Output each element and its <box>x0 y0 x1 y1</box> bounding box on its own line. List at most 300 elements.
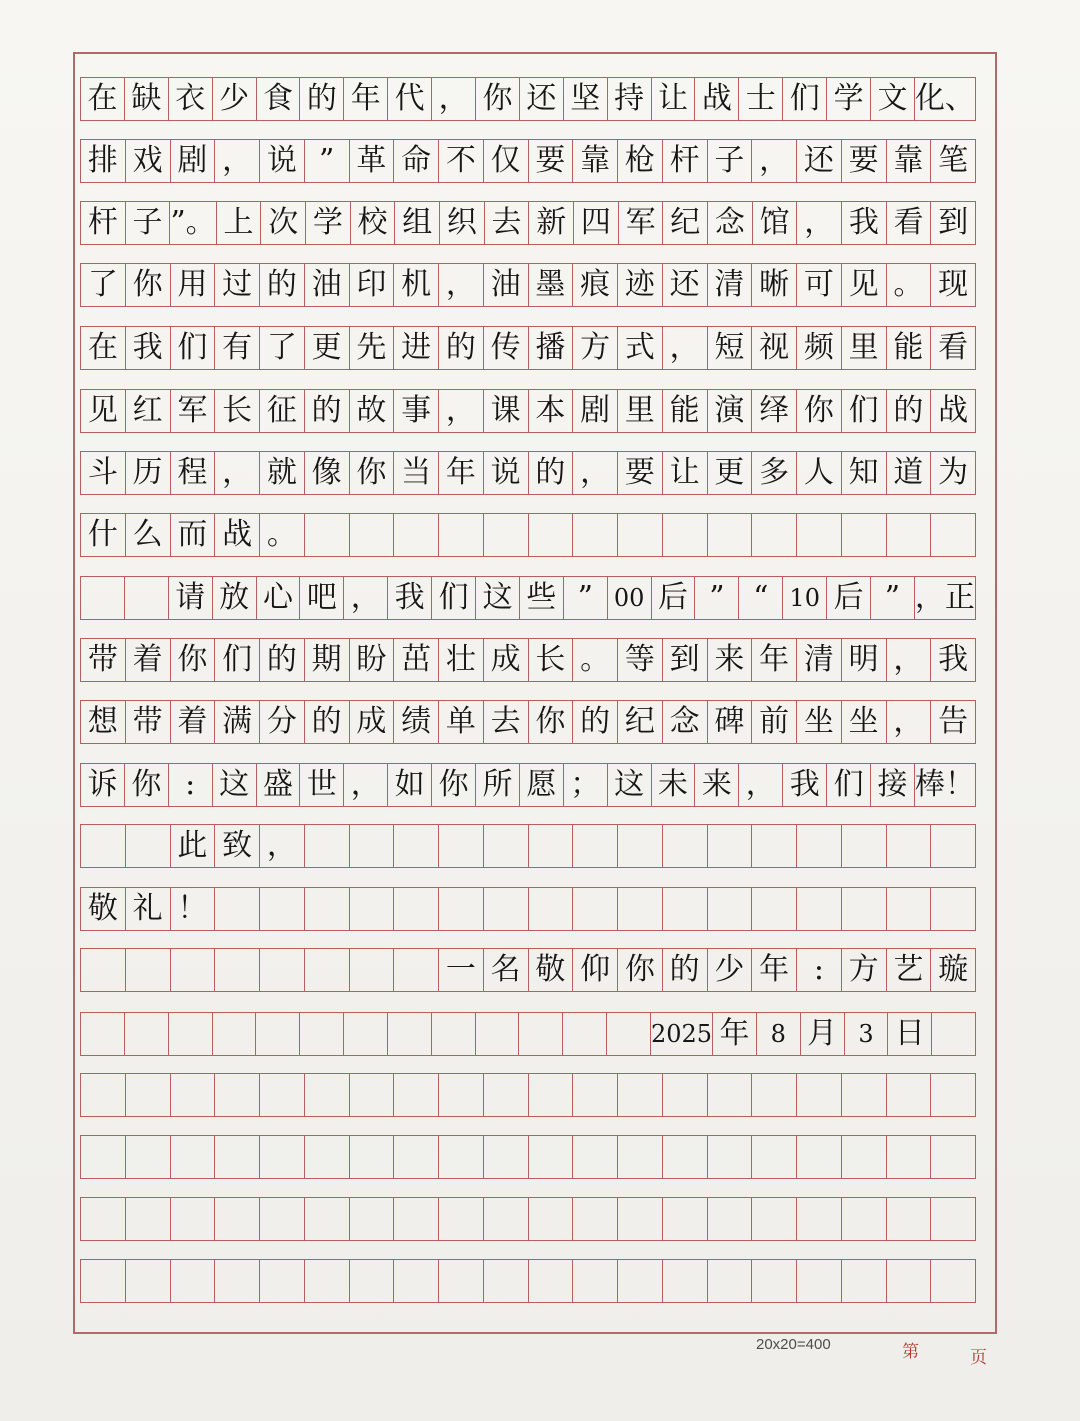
grid-cell <box>797 1260 842 1302</box>
grid-cell <box>432 1013 476 1055</box>
grid-cell: ， <box>260 825 305 867</box>
grid-cell <box>171 949 216 991</box>
grid-cell: 视 <box>752 327 797 369</box>
grid-cell: 痕 <box>573 264 618 306</box>
grid-cell <box>484 888 529 930</box>
grid-cell <box>260 1260 305 1302</box>
grid-cell: 了 <box>260 327 305 369</box>
grid-cell: 频 <box>797 327 842 369</box>
grid-cell: 短 <box>708 327 753 369</box>
grid-cell: 着 <box>126 639 171 681</box>
grid-cell: 枪 <box>618 140 663 182</box>
grid-cell: 在 <box>81 327 126 369</box>
grid-cell: 要 <box>529 140 574 182</box>
grid-row <box>80 1012 976 1056</box>
grid-cell: 2025 <box>651 1013 713 1055</box>
grid-cell: 剧 <box>171 140 216 182</box>
grid-cell <box>169 1013 213 1055</box>
grid-cell: 军 <box>171 390 216 432</box>
grid-cell: 你 <box>529 701 574 743</box>
grid-cell: 学 <box>306 202 351 244</box>
grid-row <box>80 824 976 868</box>
grid-cell: 学 <box>827 78 871 120</box>
grid-cell <box>215 949 260 991</box>
grid-cell: 前 <box>752 701 797 743</box>
grid-cell: 课 <box>484 390 529 432</box>
grid-cell: ，正 <box>914 580 975 615</box>
grid-cell: 印 <box>350 264 395 306</box>
grid-cell <box>842 1198 887 1240</box>
grid-cell <box>529 1260 574 1302</box>
grid-cell: 剧 <box>573 390 618 432</box>
grid-cell <box>125 577 169 619</box>
grid-cell <box>931 1260 975 1302</box>
grid-cell <box>529 1074 574 1116</box>
grid-cell <box>125 1013 169 1055</box>
grid-cell: 分 <box>260 701 305 743</box>
grid-cell <box>305 1260 350 1302</box>
grid-cell: 放 <box>213 577 257 619</box>
grid-cell <box>752 825 797 867</box>
grid-cell: 的 <box>260 639 305 681</box>
grid-row <box>80 201 976 245</box>
grid-cell: 念 <box>663 701 708 743</box>
grid-cell <box>887 514 932 556</box>
grid-cell: 你 <box>618 949 663 991</box>
grid-cell <box>663 1198 708 1240</box>
grid-cell: 单 <box>439 701 484 743</box>
grid-cell: 3 <box>845 1013 889 1055</box>
grid-cell <box>394 949 439 991</box>
grid-cell: 致 <box>215 825 260 867</box>
grid-cell: : <box>797 949 842 991</box>
grid-cell <box>484 1198 529 1240</box>
grid-cell <box>618 1074 663 1116</box>
grid-cell <box>842 825 887 867</box>
grid-cell: 织 <box>440 202 485 244</box>
grid-cell: 清 <box>708 264 753 306</box>
grid-cell <box>752 888 797 930</box>
grid-cell <box>618 1260 663 1302</box>
grid-cell: 能 <box>887 327 932 369</box>
grid-cell <box>213 1013 257 1055</box>
grid-cell <box>573 1136 618 1178</box>
grid-cell <box>394 888 439 930</box>
grid-cell: 00 <box>608 577 652 619</box>
grid-cell: 我 <box>842 202 887 244</box>
grid-cell: 来 <box>695 764 739 806</box>
grid-cell: 到 <box>663 639 708 681</box>
grid-cell: 要 <box>842 140 887 182</box>
grid-cell: 像 <box>305 452 350 494</box>
grid-cell: ， <box>344 577 388 619</box>
grid-cell <box>708 514 753 556</box>
grid-cell <box>573 1198 618 1240</box>
grid-cell <box>439 825 484 867</box>
grid-cell: 想 <box>81 701 126 743</box>
grid-cell <box>260 1198 305 1240</box>
grid-cell: “ <box>739 577 783 619</box>
grid-cell: 去 <box>485 202 530 244</box>
grid-cell: 。 <box>887 264 932 306</box>
grid-cell: 油 <box>484 264 529 306</box>
grid-cell: 绩 <box>394 701 439 743</box>
grid-cell <box>663 1074 708 1116</box>
grid-cell: 还 <box>797 140 842 182</box>
grid-cell: 坚 <box>564 78 608 120</box>
grid-cell: 可 <box>797 264 842 306</box>
grid-cell <box>931 888 975 930</box>
grid-cell: 年 <box>713 1013 757 1055</box>
grid-cell <box>81 1198 126 1240</box>
grid-cell: 历 <box>126 452 171 494</box>
grid-row <box>80 389 976 433</box>
grid-cell: 我 <box>938 642 969 677</box>
grid-cell <box>350 1260 395 1302</box>
grid-cell: 持 <box>608 78 652 120</box>
grid-cell: 请 <box>169 577 213 619</box>
grid-cell <box>81 825 126 867</box>
grid-cell: 我 <box>388 577 432 619</box>
grid-cell: 排 <box>81 140 126 182</box>
grid-cell: 到 <box>938 205 969 240</box>
grid-cell <box>529 514 574 556</box>
grid-cell <box>519 1013 563 1055</box>
grid-cell: 接 <box>871 764 915 806</box>
grid-cell: ， <box>439 390 484 432</box>
grid-cell: 红 <box>126 390 171 432</box>
grid-cell: 日 <box>888 1013 932 1055</box>
grid-cell <box>573 514 618 556</box>
grid-cell: 。 <box>573 639 618 681</box>
grid-cell: 组 <box>395 202 440 244</box>
grid-cell <box>305 949 350 991</box>
grid-cell <box>618 1198 663 1240</box>
grid-cell: 靠 <box>887 140 932 182</box>
grid-cell: 的 <box>573 701 618 743</box>
grid-row <box>80 139 976 183</box>
grid-cell <box>708 1074 753 1116</box>
grid-cell: 这 <box>213 764 257 806</box>
grid-cell <box>573 888 618 930</box>
grid-cell <box>573 1074 618 1116</box>
grid-cell: 们 <box>827 764 871 806</box>
grid-cell: 播 <box>529 327 574 369</box>
grid-cell: 馆 <box>753 202 798 244</box>
grid-cell: 盼 <box>350 639 395 681</box>
grid-cell: 们 <box>432 577 476 619</box>
grid-cell: 等 <box>618 639 663 681</box>
grid-cell: 传 <box>484 327 529 369</box>
grid-cell <box>618 514 663 556</box>
grid-cell: 敬 <box>81 888 126 930</box>
grid-cell: 名 <box>484 949 529 991</box>
grid-cell: 说 <box>260 140 305 182</box>
grid-cell <box>256 1013 300 1055</box>
grid-cell: ， <box>573 452 618 494</box>
grid-cell: 这 <box>608 764 652 806</box>
grid-cell: 笔 <box>938 143 969 178</box>
grid-cell: 看 <box>887 202 932 244</box>
grid-cell: ， <box>739 764 783 806</box>
grid-cell <box>260 949 305 991</box>
grid-cell: 在 <box>81 78 125 120</box>
grid-cell: ； <box>564 764 608 806</box>
grid-cell <box>476 1013 520 1055</box>
grid-cell: 一 <box>439 949 484 991</box>
grid-cell <box>126 1260 171 1302</box>
grid-row <box>80 326 976 370</box>
grid-cell: 本 <box>529 390 574 432</box>
grid-cell: 什 <box>81 514 126 556</box>
grid-cell: 里 <box>618 390 663 432</box>
grid-cell <box>171 1136 216 1178</box>
grid-cell: 用 <box>171 264 216 306</box>
grid-cell <box>394 1074 439 1116</box>
grid-cell <box>350 825 395 867</box>
grid-cell <box>126 1198 171 1240</box>
grid-cell: 后 <box>827 577 871 619</box>
grid-cell: 还 <box>663 264 708 306</box>
grid-cell <box>887 1260 932 1302</box>
grid-cell <box>394 514 439 556</box>
grid-cell <box>887 825 932 867</box>
grid-cell: 坐 <box>797 701 842 743</box>
grid-cell <box>350 888 395 930</box>
grid-cell <box>81 1260 126 1302</box>
grid-cell: 而 <box>171 514 216 556</box>
grid-cell: 10 <box>783 577 827 619</box>
grid-cell: 多 <box>752 452 797 494</box>
grid-cell: 墨 <box>529 264 574 306</box>
grid-cell <box>708 1260 753 1302</box>
grid-cell: 未 <box>652 764 696 806</box>
grid-cell: 程 <box>171 452 216 494</box>
grid-cell: ” <box>871 577 915 619</box>
grid-cell <box>171 1074 216 1116</box>
grid-cell <box>171 1198 216 1240</box>
grid-cell: 看 <box>938 330 969 365</box>
grid-cell: 世 <box>300 764 344 806</box>
grid-cell: 方 <box>842 949 887 991</box>
grid-cell <box>708 1136 753 1178</box>
grid-cell <box>439 1198 484 1240</box>
grid-cell <box>529 888 574 930</box>
grid-cell <box>215 1136 260 1178</box>
grid-cell <box>215 888 260 930</box>
grid-cell <box>260 1136 305 1178</box>
grid-cell: 演 <box>708 390 753 432</box>
grid-cell: 士 <box>739 78 783 120</box>
grid-cell: 你 <box>125 764 169 806</box>
grid-row <box>80 638 976 682</box>
grid-cell <box>171 1260 216 1302</box>
grid-cell: ， <box>797 202 842 244</box>
grid-cell <box>842 514 887 556</box>
grid-cell <box>350 514 395 556</box>
grid-cell <box>529 1136 574 1178</box>
grid-cell: 璇 <box>938 952 969 987</box>
grid-cell: 战 <box>938 393 969 428</box>
grid-cell: 满 <box>215 701 260 743</box>
grid-cell: 后 <box>652 577 696 619</box>
grid-cell: 革 <box>350 140 395 182</box>
grid-cell: 如 <box>388 764 432 806</box>
grid-cell <box>563 1013 607 1055</box>
grid-cell: 念 <box>708 202 753 244</box>
grid-cell: 能 <box>663 390 708 432</box>
grid-cell: 仰 <box>573 949 618 991</box>
grid-cell: 了 <box>81 264 126 306</box>
grid-cell <box>305 1074 350 1116</box>
grid-cell: 要 <box>618 452 663 494</box>
grid-cell: 四 <box>574 202 619 244</box>
grid-cell: 坐 <box>842 701 887 743</box>
grid-cell: ” <box>305 140 350 182</box>
grid-cell <box>484 1136 529 1178</box>
grid-cell: 盛 <box>257 764 301 806</box>
grid-cell: 少 <box>708 949 753 991</box>
grid-cell: ！ <box>171 888 216 930</box>
grid-cell: 年 <box>344 78 388 120</box>
grid-cell <box>350 1198 395 1240</box>
grid-cell <box>126 1136 171 1178</box>
grid-cell: 化、 <box>914 81 975 116</box>
grid-cell: 还 <box>520 78 564 120</box>
grid-cell <box>931 825 975 867</box>
grid-cell: 式 <box>618 327 663 369</box>
grid-cell <box>663 825 708 867</box>
grid-cell: 故 <box>350 390 395 432</box>
grid-cell <box>484 825 529 867</box>
grid-cell: 杆 <box>81 202 126 244</box>
grid-cell <box>663 514 708 556</box>
grid-cell: 人 <box>797 452 842 494</box>
grid-row <box>80 263 976 307</box>
grid-cell: 代 <box>388 78 432 120</box>
grid-cell: 你 <box>797 390 842 432</box>
grid-cell <box>618 888 663 930</box>
grid-cell <box>887 888 932 930</box>
grid-cell: 杆 <box>663 140 708 182</box>
grid-cell: 月 <box>801 1013 845 1055</box>
grid-row <box>80 700 976 744</box>
grid-cell: 年 <box>752 639 797 681</box>
grid-cell: 带 <box>81 639 126 681</box>
grid-cell: 么 <box>126 514 171 556</box>
grid-cell <box>126 825 171 867</box>
grid-cell: ”。 <box>170 202 216 244</box>
grid-cell: 次 <box>261 202 306 244</box>
grid-cell <box>663 1260 708 1302</box>
grid-cell: 你 <box>432 764 476 806</box>
grid-cell <box>394 1198 439 1240</box>
grid-cell <box>81 1013 125 1055</box>
grid-cell <box>752 1136 797 1178</box>
grid-row <box>80 948 976 992</box>
grid-cell <box>887 1074 932 1116</box>
grid-cell <box>305 1198 350 1240</box>
grid-cell: 此 <box>171 825 216 867</box>
grid-cell: ， <box>215 452 260 494</box>
grid-cell <box>931 514 975 556</box>
grid-cell <box>439 514 484 556</box>
grid-cell: 的 <box>439 327 484 369</box>
grid-cell: 带 <box>126 701 171 743</box>
grid-cell <box>931 1136 975 1178</box>
grid-cell: 去 <box>484 701 529 743</box>
grid-cell: 成 <box>350 701 395 743</box>
grid-cell <box>842 1074 887 1116</box>
grid-cell <box>81 577 125 619</box>
grid-cell: 文 <box>871 78 915 120</box>
grid-cell <box>887 1136 932 1178</box>
grid-cell <box>797 1198 842 1240</box>
grid-cell <box>842 1136 887 1178</box>
grid-cell: 征 <box>260 390 305 432</box>
grid-cell: 里 <box>842 327 887 369</box>
grid-cell: 来 <box>708 639 753 681</box>
grid-cell: 礼 <box>126 888 171 930</box>
grid-row <box>80 1135 976 1179</box>
grid-row <box>80 1197 976 1241</box>
grid-cell: 让 <box>652 78 696 120</box>
grid-cell: 你 <box>476 78 520 120</box>
page-number-suffix: 页 <box>970 1348 987 1368</box>
grid-cell: 明 <box>842 639 887 681</box>
grid-cell <box>215 1198 260 1240</box>
grid-cell: ， <box>215 140 260 182</box>
grid-cell: 当 <box>394 452 439 494</box>
page-number-label: 第 <box>902 1342 919 1362</box>
grid-cell <box>305 825 350 867</box>
grid-cell <box>439 1260 484 1302</box>
grid-cell: 命 <box>394 140 439 182</box>
grid-cell: ， <box>887 701 932 743</box>
grid-cell <box>439 888 484 930</box>
grid-cell <box>618 825 663 867</box>
grid-cell: 进 <box>394 327 439 369</box>
grid-cell <box>797 888 842 930</box>
grid-cell: ， <box>663 327 708 369</box>
grid-cell: 年 <box>752 949 797 991</box>
grid-cell <box>931 1074 975 1116</box>
grid-cell <box>797 1136 842 1178</box>
grid-cell: 斗 <box>81 452 126 494</box>
grid-cell <box>394 1260 439 1302</box>
grid-cell: 你 <box>126 264 171 306</box>
grid-cell <box>260 888 305 930</box>
grid-row <box>80 887 976 931</box>
grid-cell <box>797 1074 842 1116</box>
grid-cell: 靠 <box>573 140 618 182</box>
grid-cell <box>350 1074 395 1116</box>
grid-cell <box>752 1260 797 1302</box>
grid-cell: 吧 <box>300 577 344 619</box>
grid-row <box>80 513 976 557</box>
grid-cell: 艺 <box>887 949 932 991</box>
grid-cell <box>81 949 126 991</box>
grid-cell: 所 <box>476 764 520 806</box>
grid-cell: 我 <box>783 764 827 806</box>
grid-cell: 有 <box>215 327 260 369</box>
grid-cell <box>350 949 395 991</box>
grid-cell: 的 <box>305 390 350 432</box>
grid-cell <box>350 1136 395 1178</box>
grid-cell <box>708 825 753 867</box>
grid-cell: 战 <box>695 78 739 120</box>
grid-cell <box>126 1074 171 1116</box>
